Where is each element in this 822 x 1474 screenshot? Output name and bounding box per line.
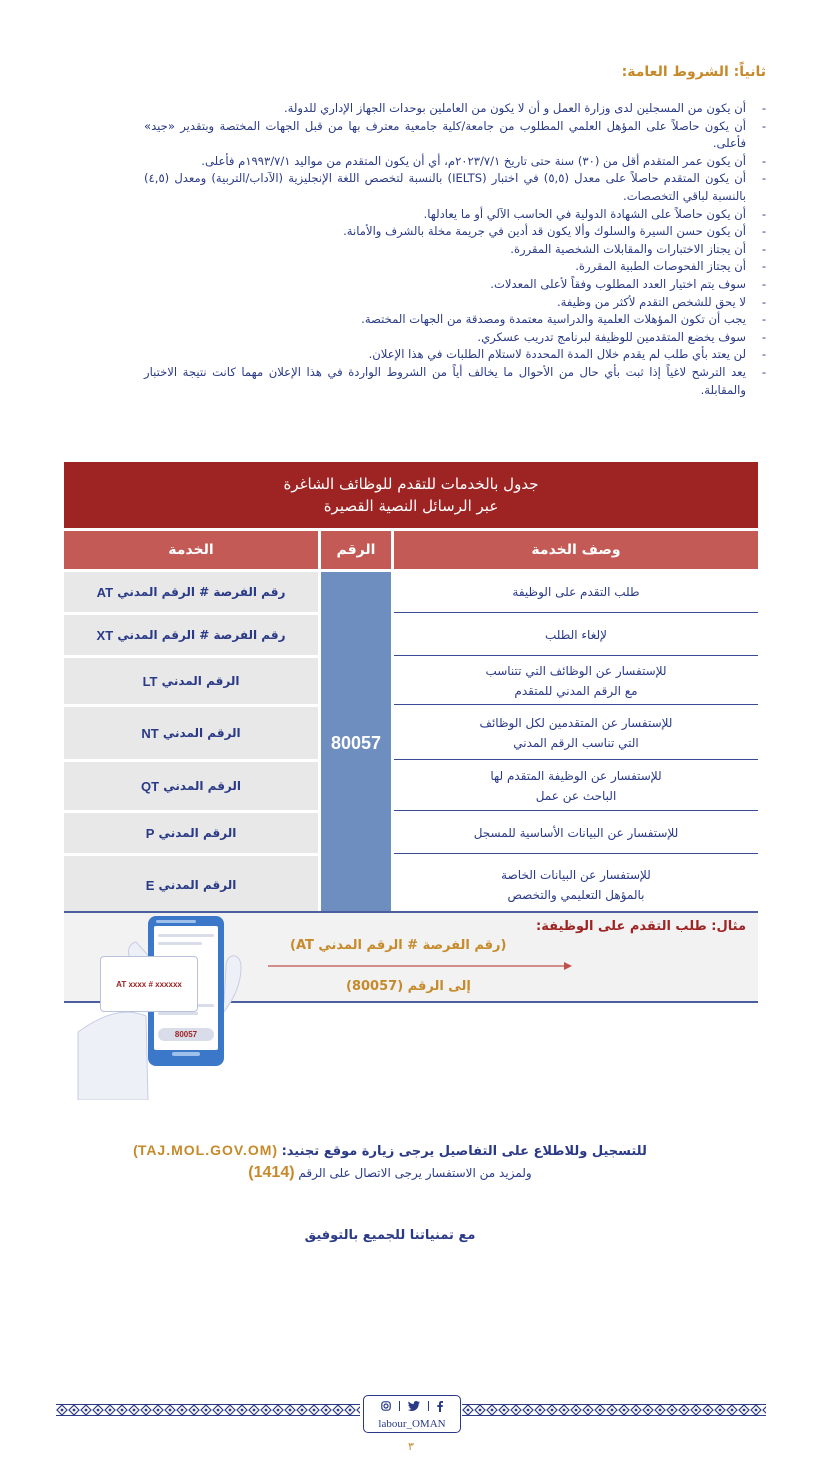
- table-body: [64, 572, 758, 914]
- condition-item: - أن يكون حاصلاً على المؤهل العلمي المطلوب من جامعة/كلية جامعية معترف بها من قبل الجهات المختصة وبتقدير «جيد» فأعلى.: [144, 118, 766, 153]
- table-cell-service: [64, 762, 318, 810]
- condition-item: - أن يكون حاصلاً على الشهادة الدولية في الحاسب الآلي أو ما يعادلها.: [144, 206, 766, 224]
- service-code: E: [145, 877, 155, 893]
- services-table: [64, 462, 758, 914]
- table-cell-description: [394, 707, 758, 760]
- service-code: QT: [140, 778, 160, 794]
- condition-item: - أن يجتاز الفحوصات الطبية المقررة.: [144, 258, 766, 276]
- closing-wishes: مع تمنياتنا للجميع بالتوفيق: [304, 1228, 476, 1243]
- service-format: رقم الفرصة # الرقم المدني: [117, 628, 286, 642]
- service-format: الرقم المدني: [158, 826, 237, 840]
- table-title: [64, 462, 758, 528]
- table-cell-service: [64, 813, 318, 853]
- arrow-right-icon: [268, 960, 572, 972]
- description-line1: للإستفسار عن المتقدمين لكل الوظائف: [479, 716, 673, 730]
- condition-item: - يعد الترشح لاغياً إذا ثبت بأي حال من الأحوال ما يخالف أياً من الشروط الواردة في هذا الإعلان مهما كانت نتيجة الاختبار والمقابلة.: [144, 364, 766, 399]
- section-heading: ثانياً: الشروط العامة:: [621, 64, 766, 80]
- description-line2: مع الرقم المدني للمتقدم: [514, 684, 638, 698]
- service-format: الرقم المدني: [158, 878, 237, 892]
- conditions-list: [144, 100, 766, 399]
- social-media-box: [363, 1395, 461, 1433]
- registration-text: للتسجيل وللاطلاع على التفاصيل يرجى زيارة موقع تجنيد:: [281, 1144, 647, 1159]
- table-cell-description: [394, 762, 758, 811]
- condition-item: - لا يحق للشخص التقدم لأكثر من وظيفة.: [144, 294, 766, 312]
- table-cell-description: [394, 856, 758, 914]
- ornament-band-right: [462, 1404, 766, 1416]
- description-line2: بالمؤهل التعليمي والتخصص: [507, 888, 645, 902]
- service-format: الرقم المدني: [162, 726, 241, 740]
- condition-item: - لن يعتد بأي طلب لم يقدم خلال المدة المحددة لاستلام الطلبات في هذا الإعلان.: [144, 346, 766, 364]
- sms-recipient-number: 80057: [158, 1028, 214, 1041]
- example-label: مثال: طلب التقدم على الوظيفة:: [536, 919, 746, 934]
- column-header-number: الرقم: [321, 531, 391, 569]
- table-header: [64, 531, 758, 569]
- condition-item: - يجب أن تكون المؤهلات العلمية والدراسية معتمدة ومصدقة من الجهات المختصة.: [144, 311, 766, 329]
- description-line1: طلب التقدم على الوظيفة: [512, 585, 640, 599]
- condition-item: - سوف يتم اختيار العدد المطلوب وفقاً لأعلى المعدلات.: [144, 276, 766, 294]
- divider: [399, 1401, 400, 1411]
- description-line1: للإستفسار عن الوظائف التي تتناسب: [485, 664, 667, 678]
- registration-info: [64, 1142, 716, 1159]
- instagram-icon[interactable]: [381, 1401, 391, 1411]
- service-code: P: [145, 825, 155, 841]
- condition-item: - أن يكون المتقدم حاصلاً على معدل (٥,٥) في اختبار (IELTS) بالنسبة لتخصص اللغة الإنجليزية (الآداب/التربية) ومعدل (٤,٥) بالنسبة لباقي التخصصات.: [144, 170, 766, 205]
- description-line1: للإستفسار عن البيانات الأساسية للمسجل: [473, 826, 679, 840]
- table-cell-service: [64, 615, 318, 655]
- table-cell-service: [64, 572, 318, 612]
- table-cell-service: [64, 658, 318, 704]
- table-cell-description: [394, 572, 758, 613]
- service-code: AT: [96, 584, 114, 600]
- table-cell-description: [394, 813, 758, 854]
- service-code: XT: [96, 627, 114, 643]
- table-title-line1: جدول بالخدمات للتقدم للوظائف الشاغرة: [283, 475, 539, 493]
- sms-message-bubble: AT xxxx # xxxxxx: [100, 956, 198, 1012]
- table-cell-service: [64, 856, 318, 914]
- inquiry-text: ولمزيد من الاستفسار يرجى الاتصال على الرقم: [298, 1166, 532, 1180]
- condition-item: - سوف يخضع المتقدمين للوظيفة لبرنامج تدريب عسكري.: [144, 329, 766, 347]
- twitter-icon[interactable]: [408, 1401, 420, 1411]
- service-format: الرقم المدني: [163, 779, 242, 793]
- social-icons: [364, 1399, 460, 1413]
- registration-website-link[interactable]: (TAJ.MOL.GOV.OM): [133, 1142, 278, 1158]
- example-to-number: إلى الرقم (80057): [346, 979, 471, 994]
- service-format: الرقم المدني: [161, 674, 240, 688]
- condition-item: - أن يجتاز الاختبارات والمقابلات الشخصية المقررة.: [144, 241, 766, 259]
- inquiry-phone-number: (1414): [248, 1164, 295, 1181]
- description-line2: الباحث عن عمل: [535, 789, 617, 803]
- service-code: NT: [141, 725, 159, 741]
- table-cell-description: [394, 615, 758, 656]
- facebook-icon[interactable]: [437, 1401, 443, 1412]
- table-cell-service: [64, 707, 318, 759]
- example-format: (رقم الفرصة # الرقم المدني AT): [290, 938, 507, 953]
- description-line1: للإستفسار عن البيانات الخاصة: [501, 868, 651, 882]
- column-header-description: وصف الخدمة: [394, 531, 758, 569]
- inquiry-info: [64, 1164, 716, 1182]
- sms-number-cell: 80057: [321, 572, 391, 914]
- social-handle[interactable]: labour_OMAN: [378, 1418, 446, 1430]
- condition-item: - أن يكون عمر المتقدم أقل من (٣٠) سنة حتى تاريخ ٢٠٢٣/٧/١م، أي أن يكون المتقدم من مواليد ١٩٩٣/٧/١م فأعلى.: [144, 153, 766, 171]
- description-line1: لإلغاء الطلب: [545, 628, 607, 642]
- page-number: ٣: [408, 1440, 414, 1453]
- column-header-service: الخدمة: [64, 531, 318, 569]
- service-format: رقم الفرصة # الرقم المدني: [117, 585, 286, 599]
- table-cell-description: [394, 658, 758, 705]
- ornament-band-left: [56, 1404, 360, 1416]
- description-line1: للإستفسار عن الوظيفة المتقدم لها: [490, 769, 662, 783]
- divider: [428, 1401, 429, 1411]
- description-line2: التي تناسب الرقم المدني: [513, 736, 639, 750]
- condition-item: - أن يكون حسن السيرة والسلوك وألا يكون قد أدين في جريمة مخلة بالشرف والأمانة.: [144, 223, 766, 241]
- condition-item: - أن يكون من المسجلين لدى وزارة العمل و أن لا يكون من العاملين بوحدات الجهاز الإداري للدولة.: [144, 100, 766, 118]
- table-title-line2: عبر الرسائل النصية القصيرة: [323, 497, 499, 515]
- service-code: LT: [142, 673, 158, 689]
